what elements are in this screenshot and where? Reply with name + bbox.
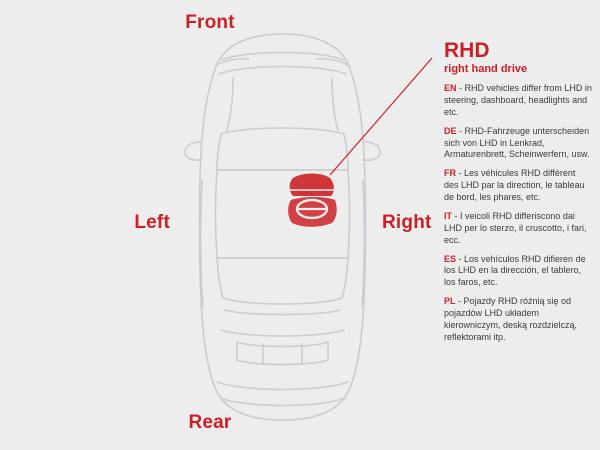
panel-title: RHD xyxy=(444,39,490,62)
direction-label-rear: Rear xyxy=(188,412,232,433)
direction-label-left: Left xyxy=(134,212,170,233)
entry-separator: - xyxy=(456,168,464,179)
entry-separator: - xyxy=(452,210,460,221)
language-code: DE xyxy=(444,125,457,136)
driver-seat-steering-highlight xyxy=(288,174,337,227)
entry-text: Pojazdy RHD różnią się od pojazdów LHD układem kierowniczym, deską rozdzielczą, reflektorami itp. xyxy=(444,296,578,342)
description-entry xyxy=(444,126,592,162)
entry-text: I veicoli RHD differiscono dai LHD per lo sterzo, il cruscotto, i fari, ecc. xyxy=(444,210,587,245)
language-code: PL xyxy=(444,296,456,307)
language-code: FR xyxy=(444,168,456,179)
entry-separator: - xyxy=(456,83,465,93)
entry-separator: - xyxy=(456,125,465,136)
entry-separator: - xyxy=(455,296,464,307)
car-top-view xyxy=(175,30,390,425)
entry-text: Les véhicules RHD diffèrent des LHD par la direction, le tableau de bord, les phares, etc. xyxy=(444,168,585,202)
direction-label-front: Front xyxy=(185,12,235,33)
entry-text: RHD-Fahrzeuge unterscheiden sich von LHD in Lenkrad, Armaturenbrett, Scheinwerfern, usw. xyxy=(444,125,590,160)
entry-text: Los vehículos RHD difieren de los LHD en la dirección, el tablero, los faros, etc. xyxy=(444,253,586,288)
description-entry xyxy=(444,211,592,247)
language-code: IT xyxy=(444,210,452,221)
direction-label-right: Right xyxy=(382,212,432,233)
language-code: ES xyxy=(444,253,457,264)
description-entry xyxy=(444,83,592,119)
entry-separator: - xyxy=(456,253,465,264)
language-code: EN xyxy=(444,83,457,93)
panel-subtitle: right hand drive xyxy=(444,63,528,75)
description-entry xyxy=(444,254,592,290)
entry-text: RHD vehicles differ from LHD in steering, dashboard, headlights and etc. xyxy=(444,83,592,117)
rhd-info-panel xyxy=(444,40,592,351)
description-entry xyxy=(444,168,592,204)
description-entry xyxy=(444,296,592,344)
